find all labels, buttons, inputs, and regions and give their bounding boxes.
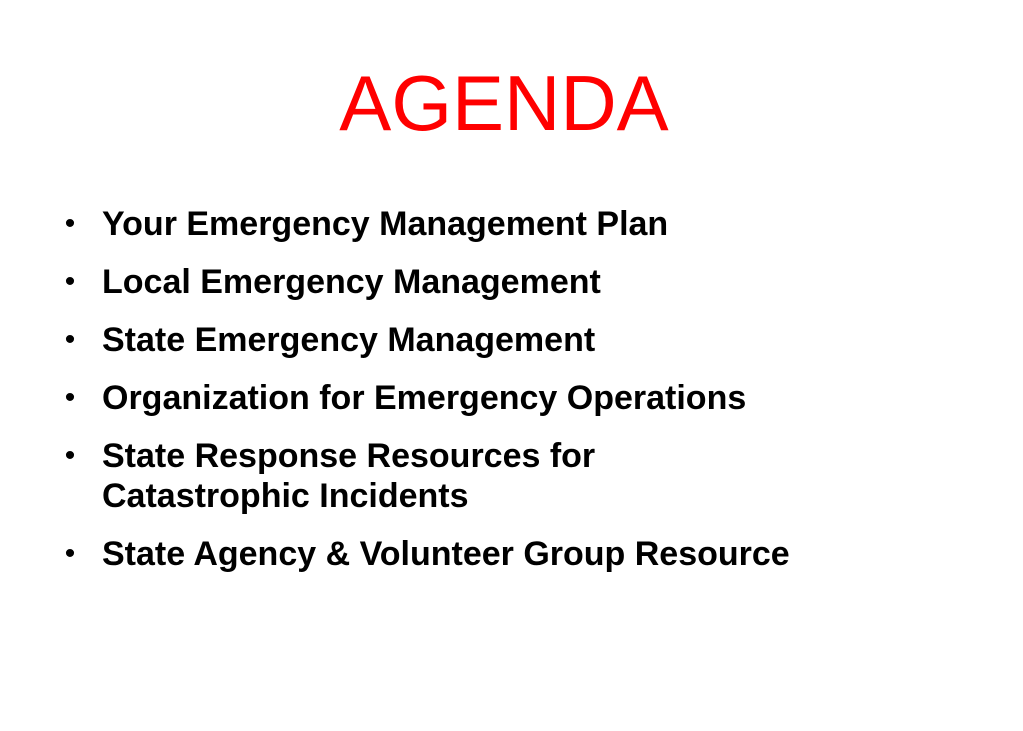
bullet-icon: • [64,439,76,472]
bullet-icon: • [64,323,76,356]
agenda-item-label: Local Emergency Management [102,263,601,301]
agenda-item-label: Your Emergency Management Plan [102,205,669,243]
bullet-icon: • [64,381,76,414]
agenda-item-label: State Response Resources for Catastrophic Incidents [102,437,596,515]
agenda-item-label: State Emergency Management [102,321,596,359]
agenda-item [60,320,960,360]
agenda-item [60,204,960,244]
agenda-item [60,378,960,418]
bullet-icon: • [64,265,76,298]
agenda-item [60,534,960,574]
agenda-item-label: State Agency & Volunteer Group Resource [102,535,790,573]
agenda-list [60,204,960,592]
agenda-item [60,262,960,302]
slide-title: AGENDA [339,59,669,147]
bullet-icon: • [64,537,76,570]
bullet-icon: • [64,207,76,240]
agenda-item-label: Organization for Emergency Operations [102,379,747,417]
agenda-item [60,436,960,516]
